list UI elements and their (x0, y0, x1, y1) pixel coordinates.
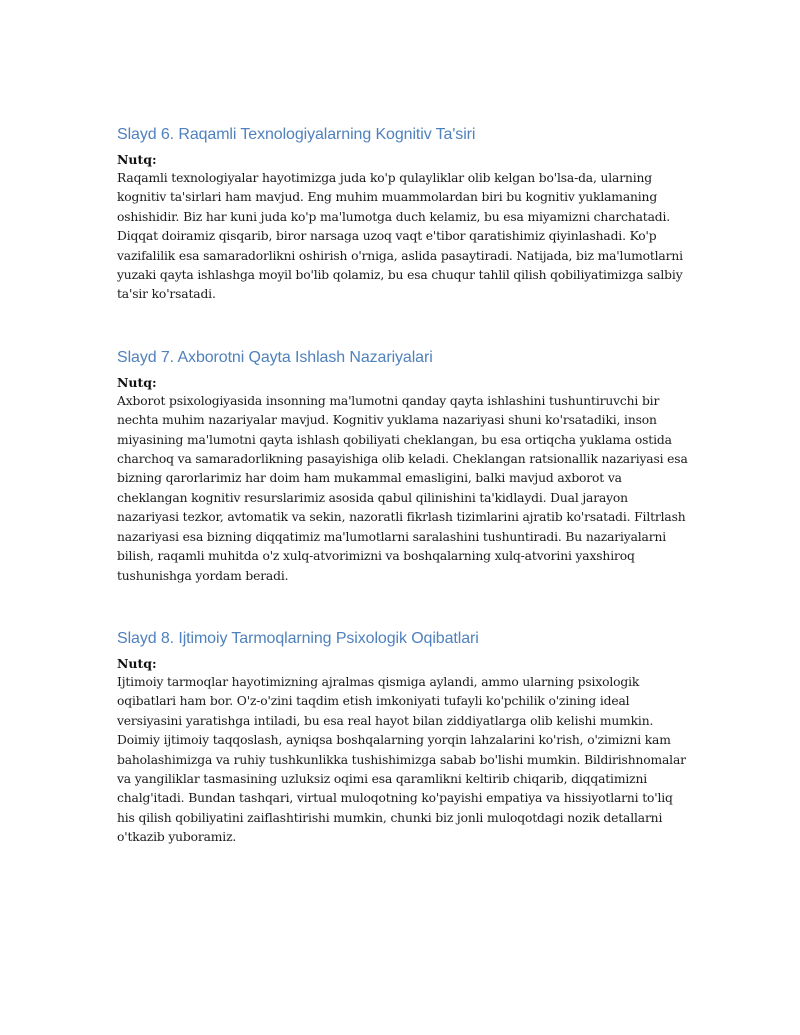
section-slide-8 (117, 628, 689, 848)
speech-label: Nutq: (117, 152, 157, 167)
section-heading: Slayd 7. Axborotni Qayta Ishlash Nazariyalari (117, 348, 433, 366)
speech-label: Nutq: (117, 374, 157, 390)
section-slide-7 (117, 347, 689, 586)
document-page (117, 124, 689, 848)
section-slide-6 (117, 124, 689, 305)
section-heading: Slayd 6. Raqamli Texnologiyalarning Kognitiv Ta'siri (117, 126, 476, 143)
speech-paragraph: Ijtimoiy tarmoqlar hayotimizning ajralmas qismiga aylandi, ammo ularning psixologik oqibatlari ham bor. O'z-o'zini taqdim etish imkoniyati tufayli ko'pchilik o'zining ideal versiyasini yaratishga intiladi, bu esa real hayot bilan ziddiyatlarga olib kelishi mumkin. Doimiy ijtimoiy taqqoslash, ayniqsa boshqalarning yorqin lahzalarini ko'rish, o'zimizni kam baholashimizga va ruhiy tushkunlikka tushishimizga sabab bo'lishi mumkin. Bildirishnomalar va yangiliklar tasmasining uzluksiz oqimi esa qaramlikni keltirib chiqarib, diqqatimizni chalg'itadi. Bundan tashqari, virtual muloqotning ko'payishi empatiya va hissiyotlarni to'liq his qilish qobiliyatini zaiflashtirishi mumkin, chunki biz jonli muloqotdagi nozik detallarni o'tkazib yuboramiz. (117, 674, 686, 845)
speech-paragraph: Axborot psixologiyasida insonning ma'lumotni qanday qayta ishlashini tushuntiruvchi bir nechta muhim nazariyalar mavjud. Kognitiv yuklama nazariyasi shuni ko'rsatadiki, inson miyasining ma'lumotni qayta ishlash qobiliyati cheklangan, bu esa ortiqcha yuklama ostida charchoq va samaradorlikning pasayishiga olib keladi. Cheklangan ratsionallik nazariyasi esa bizning qarorlarimiz har doim ham mukammal emasligini, balki mavjud axborot va cheklangan kognitiv resurslarimiz asosida qabul qilinishini ta'kidlaydi. Dual jarayon nazariyasi tezkor, avtomatik va sekin, nazoratli fikrlash tizimlarini ajratib ko'rsatadi. Filtrlash nazariyasi esa bizning diqqatimiz ma'lumotlarni saralashini tushuntiradi. Bu nazariyalarni bilish, raqamli muhitda o'z xulq-atvorimizni va boshqalarning xulq-atvorini yaxshiroq tushunishga yordam beradi. (117, 393, 688, 583)
section-heading: Slayd 8. Ijtimoiy Tarmoqlarning Psixologik Oqibatlari (117, 629, 479, 647)
speech-paragraph: Raqamli texnologiyalar hayotimizga juda ko'p qulayliklar olib kelgan bo'lsa-da, ularning kognitiv ta'sirlari ham mavjud. Eng muhim muammolardan biri bu kognitiv yuklamaning oshishidir. Biz har kuni juda ko'p ma'lumotga duch kelamiz, bu esa miyamizni charchatadi. Diqqat doiramiz qisqarib, biror narsaga uzoq vaqt e'tibor qaratishimiz qiyinlashadi. Ko'p vazifalilik esa samaradorlikni oshirish o'rniga, aslida pasaytiradi. Natijada, biz ma'lumotlarni yuzaki qayta ishlashga moyil bo'lib qolamiz, bu esa chuqur tahlil qilish qobiliyatimizga salbiy ta'sir ko'rsatadi. (117, 171, 683, 302)
speech-label: Nutq: (117, 655, 157, 671)
